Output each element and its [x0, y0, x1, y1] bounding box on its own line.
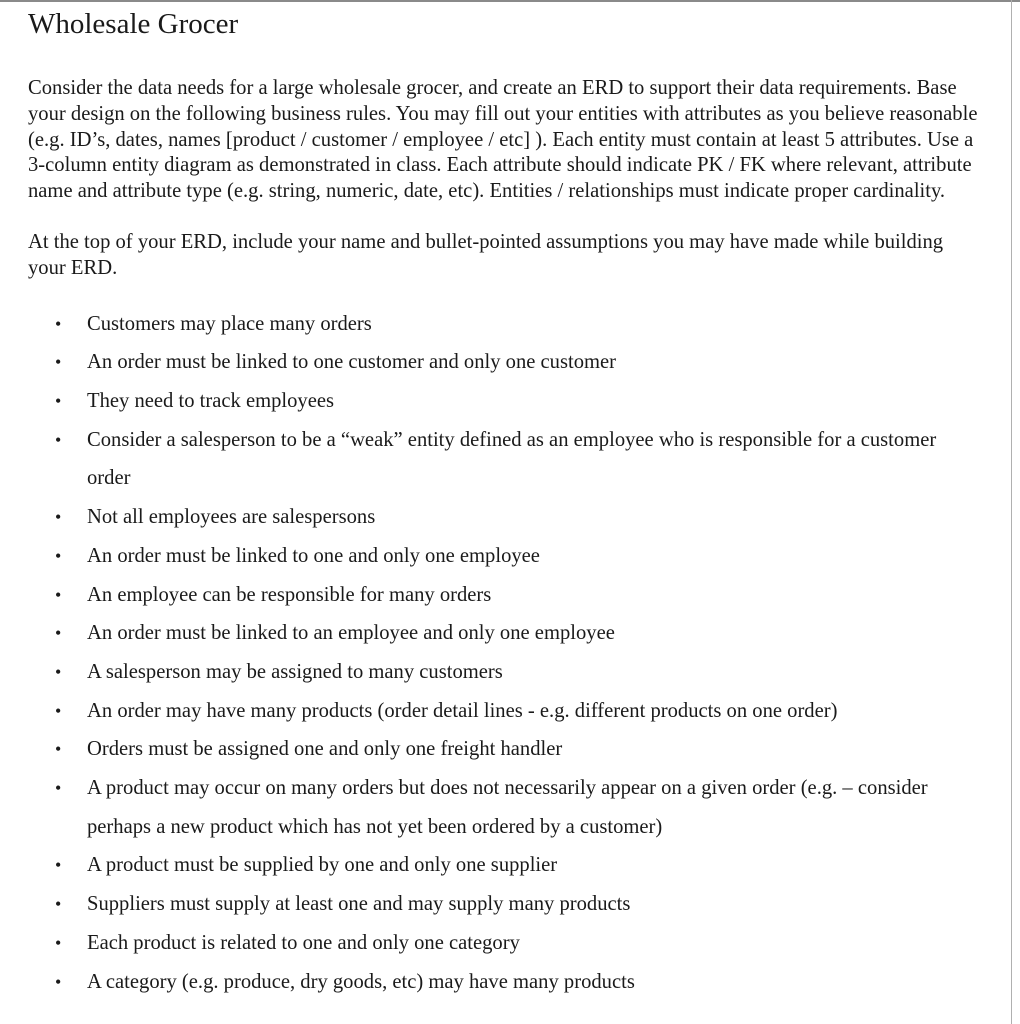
bullet-icon: •	[55, 971, 62, 992]
list-item	[28, 769, 978, 846]
rule-text: An order must be linked to one customer and only one customer	[87, 351, 617, 374]
erd-header-paragraph: At the top of your ERD, include your name and bullet-pointed assumptions you may have made while building your ERD.	[28, 230, 944, 279]
bullet-icon: •	[55, 661, 62, 682]
bullet-icon: •	[55, 313, 62, 334]
rule-text: An order may have many products (order detail lines - e.g. different products on one order)	[87, 699, 838, 722]
rule-text: Customers may place many orders	[87, 312, 372, 335]
rule-text: A salesperson may be assigned to many customers	[87, 660, 503, 683]
rule-text: An employee can be responsible for many orders	[87, 583, 492, 606]
bullet-icon: •	[55, 894, 62, 915]
bullet-icon: •	[55, 932, 62, 953]
list-item	[28, 614, 978, 653]
rule-text: A category (e.g. produce, dry goods, etc) may have many products	[87, 970, 635, 993]
rule-text: Each product is related to one and only one category	[87, 931, 520, 954]
list-item	[28, 963, 978, 1002]
list-item	[28, 305, 978, 344]
top-border	[0, 0, 1020, 2]
bullet-icon: •	[55, 700, 62, 721]
rule-text: A product must be supplied by one and only one supplier	[87, 854, 558, 877]
list-item	[28, 653, 978, 692]
list-item	[28, 498, 978, 537]
bullet-icon: •	[55, 739, 62, 760]
document-title: Wholesale Grocer	[28, 8, 239, 40]
bullet-icon: •	[55, 623, 62, 644]
rule-text: An order must be linked to an employee and only one employee	[87, 622, 615, 645]
bullet-icon: •	[55, 390, 62, 411]
list-item	[28, 343, 978, 382]
list-item	[28, 382, 978, 421]
list-item	[28, 846, 978, 885]
rule-text: Suppliers must supply at least one and may supply many products	[87, 893, 631, 916]
rule-text: Consider a salesperson to be a “weak” entity defined as an employee who is responsible for a customer order	[87, 428, 937, 490]
business-rules-list	[28, 305, 978, 1002]
bullet-icon: •	[55, 855, 62, 876]
list-item	[28, 730, 978, 769]
rule-text: A product may occur on many orders but does not necessarily appear on a given order (e.g. – consider perhaps a new product which has not yet been ordered by a customer)	[87, 777, 928, 838]
rule-text: Orders must be assigned one and only one freight handler	[87, 738, 563, 761]
list-item	[28, 924, 978, 963]
bullet-icon: •	[55, 429, 62, 450]
document-page	[28, 6, 978, 1001]
list-item	[28, 537, 978, 576]
list-item	[28, 885, 978, 924]
list-item	[28, 576, 978, 615]
rule-text: An order must be linked to one and only one employee	[87, 544, 540, 567]
bullet-icon: •	[55, 584, 62, 605]
list-item	[28, 421, 978, 498]
instructions-paragraph: Consider the data needs for a large wholesale grocer, and create an ERD to support their data requirements. Base your design on the following business rules. You may fill out your entities with attributes as you believe reasonable (e.g. ID’s, dates, names [product / customer / employee / etc] ). Each entity must contain at least 5 attributes. Use a 3-column entity diagram as demonstrated in class. Each attribute should indicate PK / FK where relevant, attribute name and attribute type (e.g. string, numeric, date, etc). Entities / relationships must indicate proper cardinality.	[28, 77, 978, 203]
bullet-icon: •	[55, 507, 62, 528]
list-item	[28, 692, 978, 731]
bullet-icon: •	[55, 778, 62, 799]
bullet-icon: •	[55, 352, 62, 373]
rule-text: They need to track employees	[87, 389, 335, 412]
bullet-icon: •	[55, 545, 62, 566]
right-border	[1011, 0, 1012, 1024]
rule-text: Not all employees are salespersons	[87, 506, 376, 529]
